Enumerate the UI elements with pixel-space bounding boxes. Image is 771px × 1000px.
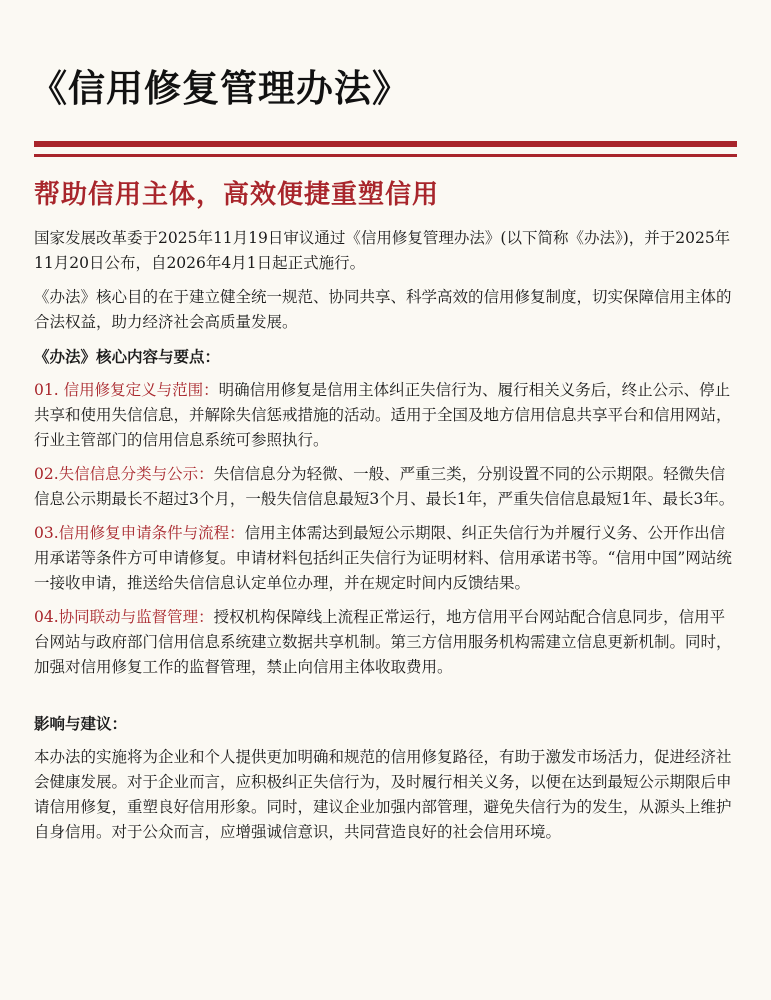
impact-heading: 影响与建议： <box>34 714 128 733</box>
intro-paragraph: 国家发展改革委于2025年11月19日审议通过《信用修复管理办法》(以下简称《办法》)，并于2025年11月20日公布，自2026年4月1日起正式施行。 <box>34 229 731 272</box>
section-subtitle: 帮助信用主体，高效便捷重塑信用 <box>34 180 440 210</box>
section-spacer <box>34 689 740 711</box>
key-point-item <box>34 521 740 596</box>
impact-paragraph: 本办法的实施将为企业和个人提供更加明确和规范的信用修复路径，有助于激发市场活力，促进经济社会健康发展。对于企业而言，应积极纠正失信行为，及时履行相关义务，以便在达到最短公示期限后申请信用修复，重塑良好信用形象。同时，建议企业加强内部管理，避免失信行为的发生，从源头上维护自身信用。对于公众而言，应增强诚信意识，共同营造良好的社会信用环境。 <box>34 748 732 841</box>
key-point-text: 失信信息分为轻微、一般、严重三类，分别设置不同的公示期限。轻微失信信息公示期最长不超过3个月，一般失信信息最短3个月、最长1年，严重失信信息最短1年、最长3年。 <box>34 465 735 508</box>
title-divider-thin <box>34 154 737 157</box>
key-point-label: 04.协同联动与监督管理： <box>34 608 214 626</box>
key-point-text: 信用主体需达到最短公示期限、纠正失信行为并履行义务、公开作出信用承诺等条件方可申请修复。申请材料包括纠正失信行为证明材料、信用承诺书等。“信用中国”网站统一接收申请，推送给失信信息认定单位办理，并在规定时间内反馈结果。 <box>34 524 732 592</box>
key-point-item <box>34 378 740 453</box>
key-point-label: 02.失信信息分类与公示： <box>34 465 214 483</box>
key-point-item <box>34 462 740 512</box>
document-title: 《信用修复管理办法》 <box>30 66 410 110</box>
key-point-text: 明确信用修复是信用主体纠正失信行为、履行相关义务后，终止公示、停止共享和使用失信信息，并解除失信惩戒措施的活动。适用于全国及地方信用信息共享平台和信用网站，行业主管部门的信用信息系统可参照执行。 <box>34 381 732 449</box>
intro-paragraph: 《办法》核心目的在于建立健全统一规范、协同共享、科学高效的信用修复制度，切实保障信用主体的合法权益，助力经济社会高质量发展。 <box>34 288 732 331</box>
key-point-label: 01. 信用修复定义与范围： <box>34 381 219 399</box>
key-point-item <box>34 605 740 680</box>
key-point-text: 授权机构保障线上流程正常运行，地方信用平台网站配合信息同步，信用平台网站与政府部门信用信息系统建立数据共享机制。第三方信用服务机构需建立信息更新机制。同时，加强对信用修复工作的监督管理，禁止向信用主体收取费用。 <box>34 608 732 676</box>
title-divider-thick <box>34 141 737 147</box>
core-content-heading: 《办法》核心内容与要点： <box>34 347 221 366</box>
key-point-label: 03.信用修复申请条件与流程： <box>34 524 245 542</box>
document-body <box>34 226 740 854</box>
